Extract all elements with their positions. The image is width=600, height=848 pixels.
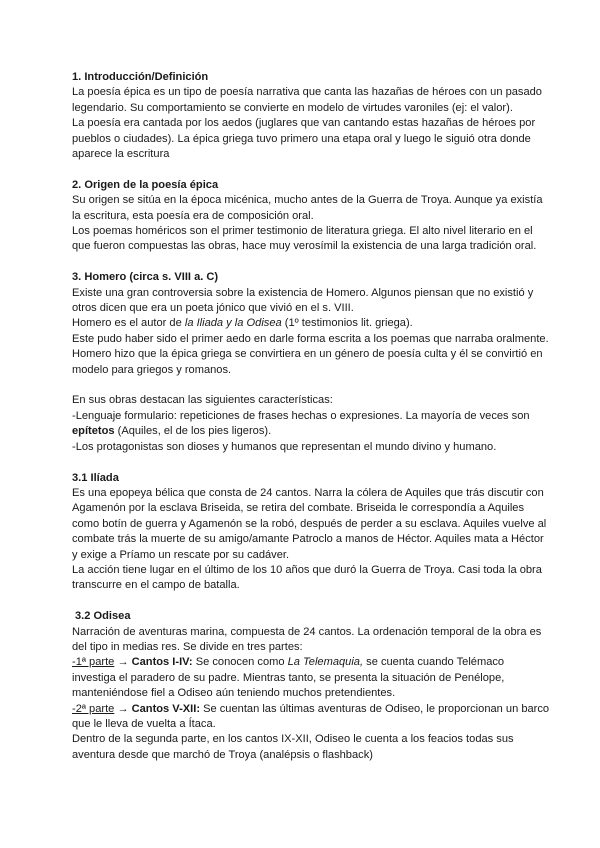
text-run: Se cuentan las últimas aventuras de Odiseo, le proporcionan un barco que le lleva de vuelta a Ítaca. bbox=[72, 702, 550, 730]
section-homero bbox=[72, 270, 550, 378]
italic-title: La Telemaquia, bbox=[287, 656, 364, 669]
text-run: (Aquiles, el de los pies ligeros). bbox=[114, 425, 272, 438]
paragraph: Homero hizo que la épica griega se convirtiera en un género de poesía culta y él se convirtió en modelo para griegos y romanos. bbox=[72, 348, 543, 376]
paragraph: Dentro de la segunda parte, en los cantos IX-XII, Odiseo le cuenta a los feacios todas sus aventura desde que marchó de Troya (analépsis o flashback) bbox=[72, 733, 514, 761]
paragraph bbox=[72, 316, 550, 331]
section-heading: 1. Introducción/Definición bbox=[72, 71, 209, 83]
bold-term: Cantos V-XII: bbox=[131, 702, 201, 715]
section-heading: 3. Homero (circa s. VIII a. C) bbox=[72, 271, 219, 284]
bold-term: Cantos I-IV: bbox=[131, 656, 193, 669]
text-run: (1º testimonios lit. griega). bbox=[281, 317, 413, 330]
italic-title: la Iliada y la Odisea bbox=[184, 317, 282, 330]
text-run: Homero es el autor de bbox=[72, 317, 185, 330]
paragraph: La poesía épica es un tipo de poesía narrativa que canta las hazañas de héroes con un pasado legendario. Su comportamiento se convierte en modelo de virtudes varoniles (ej: el valor). bbox=[72, 86, 542, 114]
section-iliada bbox=[72, 471, 550, 594]
section-caracteristicas bbox=[72, 393, 550, 455]
paragraph: En sus obras destacan las siguientes características: bbox=[72, 394, 333, 407]
arrow-symbol: → bbox=[114, 656, 132, 669]
arrow-symbol: → bbox=[114, 702, 132, 715]
list-item bbox=[72, 655, 550, 701]
section-heading: 3.1 Ilíada bbox=[72, 471, 119, 484]
section-heading: 2. Origen de la poesía épica bbox=[72, 178, 219, 191]
part-label: -2ª parte bbox=[72, 702, 115, 715]
paragraph: Los poemas homéricos son el primer testimonio de literatura griega. El alto nivel literario en el que fueron compuestas las obras, hace muy verosímil la existencia de una larga tradición oral. bbox=[72, 225, 537, 253]
paragraph: Su origen se sitúa en la época micénica, mucho antes de la Guerra de Troya. Aunque ya existía la escritura, esta poesía era de composición oral. bbox=[72, 194, 543, 222]
list-item: -Los protagonistas son dioses y humanos que representan el mundo divino y humano. bbox=[72, 440, 497, 453]
section-origen bbox=[72, 178, 550, 255]
section-introduccion bbox=[72, 70, 550, 162]
paragraph: Este pudo haber sido el primer aedo en darle forma escrita a los poemas que narraba oralmente. bbox=[72, 332, 549, 345]
section-heading: 3.2 Odisea bbox=[75, 610, 131, 623]
paragraph: La poesía era cantada por los aedos (juglares que van cantando estas hazañas de héroes por pueblos o ciudades). La épica griega tuvo primero una etapa oral y luego le siguió otra donde aparece la escritura bbox=[72, 117, 536, 161]
text-run: se cuenta cuando Telémaco investiga el paradero de su padre. Mientras tanto, se presenta la situación de Penélope, manteniéndose fiel a Odiseo aún teniendo muchos pretendientes. bbox=[72, 656, 505, 700]
list-item bbox=[72, 409, 550, 440]
text-run: Se conocen como bbox=[192, 656, 288, 669]
paragraph: Es una epopeya bélica que consta de 24 cantos. Narra la cólera de Aquiles que trás discutir con Agamenón por la esclava Briseida, se retira del combate. Briseida le correspondía a Aquiles como botín de guerra y Agamenón se la robó, después de perder a su esclava. Aquiles vuelve al combate trás la muerte de su amigo/amante Patroclo a manos de Héctor. Aquiles mata a Héctor y exige a Príamo un rescate por su cadáver. bbox=[72, 486, 547, 561]
paragraph: Existe una gran controversia sobre la existencia de Homero. Algunos piensan que no existió y otros dicen que era un poeta jónico que vivió en el s. VIII. bbox=[72, 286, 534, 315]
paragraph: Narración de aventuras marina, compuesta de 24 cantos. La ordenación temporal de la obra es del tipo in medias res. Se divide en tres partes: bbox=[72, 625, 542, 653]
bold-term: epítetos bbox=[72, 425, 115, 438]
text-run: -Lenguaje formulario: repeticiones de frases hechas o expresiones. La mayoría de veces son bbox=[72, 409, 530, 422]
paragraph: La acción tiene lugar en el último de los 10 años que duró la Guerra de Troya. Casi toda la obra transcurre en el campo de batalla. bbox=[72, 563, 542, 592]
list-item bbox=[72, 702, 550, 733]
part-label: -1ª parte bbox=[72, 656, 115, 669]
section-odisea bbox=[72, 609, 550, 763]
